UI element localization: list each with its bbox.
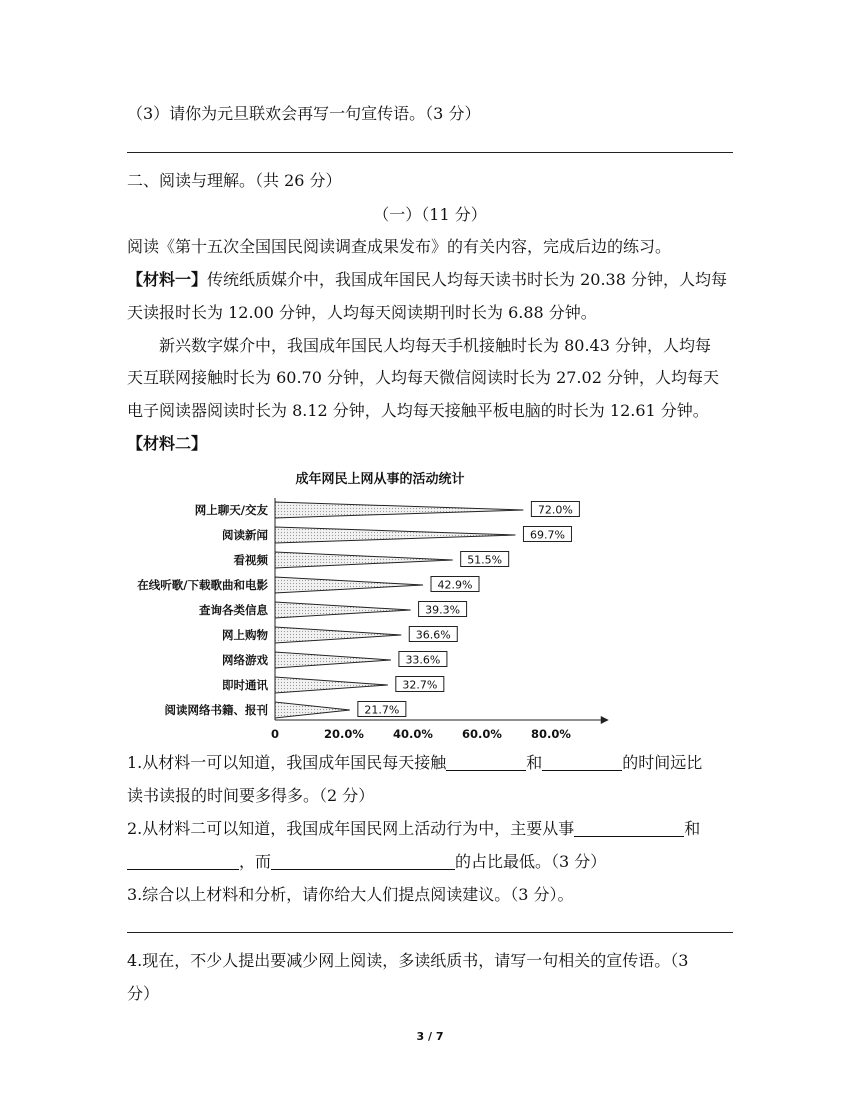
answer-blank[interactable] <box>574 820 684 837</box>
question-4-line-1: 4.现在，不少人提出要减少网上阅读，多读纸质书，请写一句相关的宣传语。（3 <box>127 951 689 970</box>
chart-category-label: 阅读新闻 <box>222 528 268 542</box>
part-title: （一）（11 分） <box>373 205 487 224</box>
chart-bar <box>275 527 515 543</box>
question-4-line-2: 分） <box>127 984 160 1003</box>
chart-category-label: 网上购物 <box>222 628 268 642</box>
chart-category-label: 阅读网络书籍、报刊 <box>164 703 268 717</box>
chart-value-label: 42.9% <box>437 578 473 592</box>
question-3: 3.综合以上材料和分析，请你给大人们提点阅读建议。（3 分）。 <box>127 885 574 904</box>
chart-bar <box>275 652 391 668</box>
chart-x-tick-label: 20.0% <box>324 727 364 741</box>
question-1-line-2: 读书读报的时间要多得多。（2 分） <box>127 786 375 805</box>
material-1-line-1 <box>127 269 727 291</box>
section-title: 二、阅读与理解。（共 26 分） <box>127 171 342 190</box>
chart-value-label: 72.0% <box>537 503 573 517</box>
question-2-line-1 <box>127 818 700 840</box>
material-2-label: 【材料二】 <box>127 434 208 453</box>
chart-category-label: 即时通讯 <box>222 678 268 692</box>
material-1-para-2-line-1: 新兴数字媒介中，我国成年国民人均每天手机接触时长为 80.43 分钟，人均每 <box>159 336 711 355</box>
chart-category-label: 查询各类信息 <box>199 603 268 617</box>
chart-bar <box>275 502 523 518</box>
question-2-text-c: ，而 <box>239 852 272 871</box>
question-2-text-d: 的占比最低。（3 分） <box>455 852 607 871</box>
chart-x-tick-label: 60.0% <box>462 727 502 741</box>
material-1-line-2: 天读报时长为 12.00 分钟，人均每天阅读期刊时长为 6.88 分钟。 <box>127 303 597 322</box>
material-1-text: 传统纸质媒介中，我国成年国民人均每天读书时长为 20.38 分钟，人均每 <box>207 270 727 289</box>
chart-axis-arrow <box>601 716 609 724</box>
answer-blank[interactable] <box>271 853 455 870</box>
question-2-text-b: 和 <box>684 819 701 838</box>
chart-x-tick-label: 80.0% <box>531 727 571 741</box>
chart-bar <box>275 702 350 718</box>
chart-category-label: 网络游戏 <box>222 653 268 667</box>
page-number: 3 / 7 <box>416 1030 444 1043</box>
chart-bar <box>275 627 401 643</box>
chart-title: 成年网民上网从事的活动统计 <box>295 472 465 487</box>
chart-category-label: 看视频 <box>233 553 268 567</box>
question-2-line-2 <box>127 851 606 873</box>
answer-blank[interactable] <box>446 754 526 771</box>
material-1-para-2-line-2: 天互联网接触时长为 60.70 分钟，人均每天微信阅读时长为 27.02 分钟，人均每天 <box>127 368 719 387</box>
answer-line[interactable] <box>127 932 733 933</box>
answer-blank[interactable] <box>542 754 622 771</box>
chart-value-label: 32.7% <box>402 678 438 692</box>
chart-category-label: 网上聊天/交友 <box>194 503 268 517</box>
chart-category-label: 在线听歌/下载歌曲和电影 <box>137 578 268 592</box>
activity-chart <box>137 462 720 742</box>
chart-x-tick-label: 0 <box>270 727 280 741</box>
chart-value-label: 33.6% <box>405 653 441 667</box>
chart-value-label: 36.6% <box>415 628 451 642</box>
material-1-label: 【材料一】 <box>127 270 208 289</box>
chart-bar <box>275 552 453 568</box>
chart-value-label: 39.3% <box>425 603 461 617</box>
question-3-prompt: （3）请你为元旦联欢会再写一句宣传语。（3 分） <box>127 104 481 123</box>
chart-value-label: 51.5% <box>467 553 503 567</box>
answer-blank[interactable] <box>127 853 239 870</box>
chart-bar <box>275 577 423 593</box>
chart-value-label: 69.7% <box>529 528 565 542</box>
question-1-text-a: 1.从材料一可以知道，我国成年国民每天接触 <box>127 753 447 772</box>
question-1-text-c: 的时间远比 <box>622 753 703 772</box>
question-2-text-a: 2.从材料二可以知道，我国成年国民网上活动行为中，主要从事 <box>127 819 575 838</box>
chart-value-label: 21.7% <box>364 703 400 717</box>
question-1-line-1 <box>127 752 702 774</box>
chart-bar <box>275 602 411 618</box>
material-1-para-2-line-3: 电子阅读器阅读时长为 8.12 分钟，人均每天接触平板电脑的时长为 12.61 分钟。 <box>127 401 709 420</box>
intro-text: 阅读《第十五次全国国民阅读调查成果发布》的有关内容，完成后边的练习。 <box>127 237 672 256</box>
question-1-text-b: 和 <box>526 753 543 772</box>
chart-x-tick-label: 40.0% <box>393 727 433 741</box>
answer-line <box>127 152 733 153</box>
chart-bar <box>275 677 388 693</box>
